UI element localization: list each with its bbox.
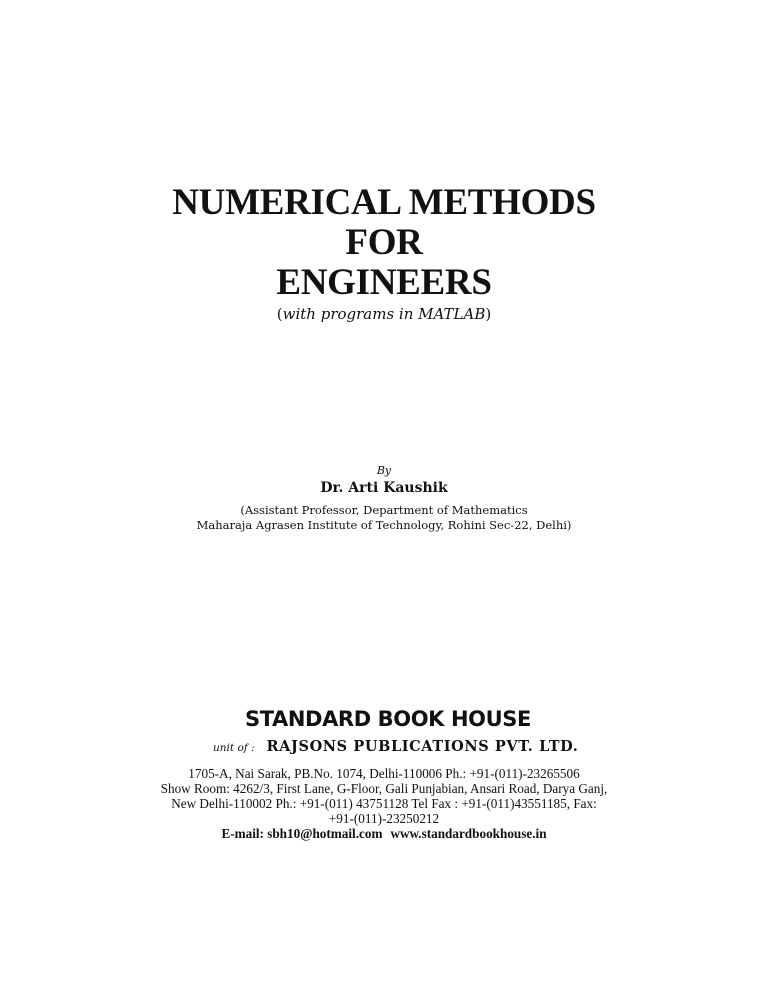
- unit-of-label: unit of :: [213, 742, 255, 754]
- address-line-4: +91-(011)-23250212: [328, 811, 440, 826]
- website-text: www.standardbookhouse.in: [390, 826, 547, 841]
- contact-line: [0, 826, 768, 841]
- address-line-2: Show Room: 4262/3, First Lane, G-Floor, Gali Punjabian, Ansari Road, Darya Ganj,: [160, 781, 608, 796]
- book-title-line-1: NUMERICAL METHODS: [172, 182, 596, 223]
- subtitle-text: with programs in MATLAB: [282, 305, 486, 323]
- author-affiliation-line-2: Maharaja Agrasen Institute of Technology, Rohini Sec-22, Delhi): [196, 518, 572, 532]
- email-text: E-mail: sbh10@hotmail.com: [221, 826, 383, 841]
- publisher-name: STANDARD BOOK HOUSE: [245, 707, 531, 731]
- parent-company-name: RAJSONS PUBLICATIONS PVT. LTD.: [266, 738, 579, 755]
- subtitle-close-paren: ): [485, 305, 492, 323]
- book-title-line-2: FOR: [345, 222, 423, 263]
- author-affiliation-line-1: (Assistant Professor, Department of Mathematics: [240, 503, 528, 517]
- book-title-line-3: ENGINEERS: [276, 262, 492, 303]
- publisher-parent-row: [213, 736, 578, 755]
- subtitle-open-paren: (: [276, 305, 283, 323]
- author-name: Dr. Arti Kaushik: [320, 480, 448, 496]
- book-subtitle: [0, 304, 768, 324]
- address-line-3: New Delhi-110002 Ph.: +91-(011) 43751128 Tel Fax : +91-(011)43551185, Fax:: [171, 796, 597, 811]
- by-label: By: [376, 464, 392, 477]
- address-line-1: 1705-A, Nai Sarak, PB.No. 1074, Delhi-110006 Ph.: +91-(011)-23265506: [188, 766, 580, 781]
